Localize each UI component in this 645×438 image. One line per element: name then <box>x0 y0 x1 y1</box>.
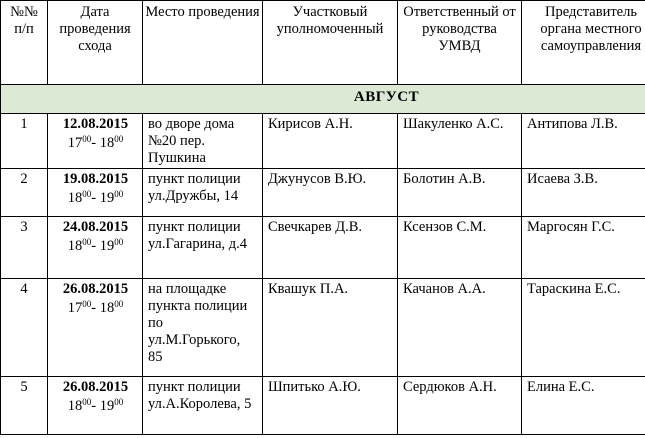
row-officer: Кирисов А.Н. <box>263 114 398 169</box>
row-num: 1 <box>1 114 48 169</box>
header-num: №№ п/п <box>1 1 48 85</box>
row-responsible: Шакуленко А.С. <box>398 114 522 169</box>
row-num: 5 <box>1 377 48 435</box>
row-date: 26.08.2015 <box>62 379 129 395</box>
table-row <box>1 217 645 279</box>
header-representative: Представитель органа местного самоуправления <box>522 1 645 85</box>
row-representative: Антипова Л.В. <box>522 114 645 169</box>
header-place: Место проведения <box>143 1 263 85</box>
row-responsible: Болотин А.В. <box>398 169 522 217</box>
table-row <box>1 169 645 217</box>
row-officer: Джунусов В.Ю. <box>263 169 398 217</box>
row-time: $18^{00}-$ $19^{00}$ <box>67 397 124 414</box>
row-date-cell <box>48 169 143 217</box>
table-row <box>1 114 645 169</box>
row-place: пункт полиции ул.Дружбы, 14 <box>143 169 263 217</box>
table-row <box>1 279 645 377</box>
row-date: 12.08.2015 <box>62 116 129 132</box>
row-time: $18^{00}-$ $19^{00}$ <box>67 237 124 254</box>
row-officer: Квашук П.А. <box>263 279 398 377</box>
month-label: АВГУСТ <box>1 85 645 114</box>
table-row <box>1 377 645 435</box>
row-officer: Свечкарев Д.В. <box>263 217 398 279</box>
row-responsible: Ксензов С.М. <box>398 217 522 279</box>
header-row <box>1 1 645 85</box>
row-responsible: Качанов А.А. <box>398 279 522 377</box>
row-time: $17^{00}-$ $18^{00}$ <box>67 299 124 316</box>
header-officer: Участковый уполномоченный <box>263 1 398 85</box>
row-representative: Исаева З.В. <box>522 169 645 217</box>
row-num: 4 <box>1 279 48 377</box>
row-representative: Тараскина Е.С. <box>522 279 645 377</box>
row-officer: Шпитько А.Ю. <box>263 377 398 435</box>
row-time: $17^{00}-$ $18^{00}$ <box>67 134 124 151</box>
row-date-cell <box>48 377 143 435</box>
row-num: 2 <box>1 169 48 217</box>
month-row <box>1 85 645 114</box>
row-date-cell <box>48 114 143 169</box>
row-num: 3 <box>1 217 48 279</box>
row-representative: Елина Е.С. <box>522 377 645 435</box>
row-place: пункт полиции ул.Гагарина, д.4 <box>143 217 263 279</box>
rows-body <box>1 114 645 435</box>
header-date: Дата проведения схода <box>48 1 143 85</box>
row-date-cell <box>48 217 143 279</box>
row-place: на площадке пункта полиции по ул.М.Горького, 85 <box>143 279 263 377</box>
row-date: 26.08.2015 <box>62 281 129 297</box>
row-responsible: Сердюков А.Н. <box>398 377 522 435</box>
header-responsible: Ответственный от руководства УМВД <box>398 1 522 85</box>
row-date-cell <box>48 279 143 377</box>
row-date: 24.08.2015 <box>62 219 129 235</box>
row-place: во дворе дома №20 пер. Пушкина <box>143 114 263 169</box>
row-place: пункт полиции ул.А.Королева, 5 <box>143 377 263 435</box>
row-date: 19.08.2015 <box>62 171 129 187</box>
row-time: $18^{00}-$ $19^{00}$ <box>67 189 124 206</box>
row-representative: Маргосян Г.С. <box>522 217 645 279</box>
